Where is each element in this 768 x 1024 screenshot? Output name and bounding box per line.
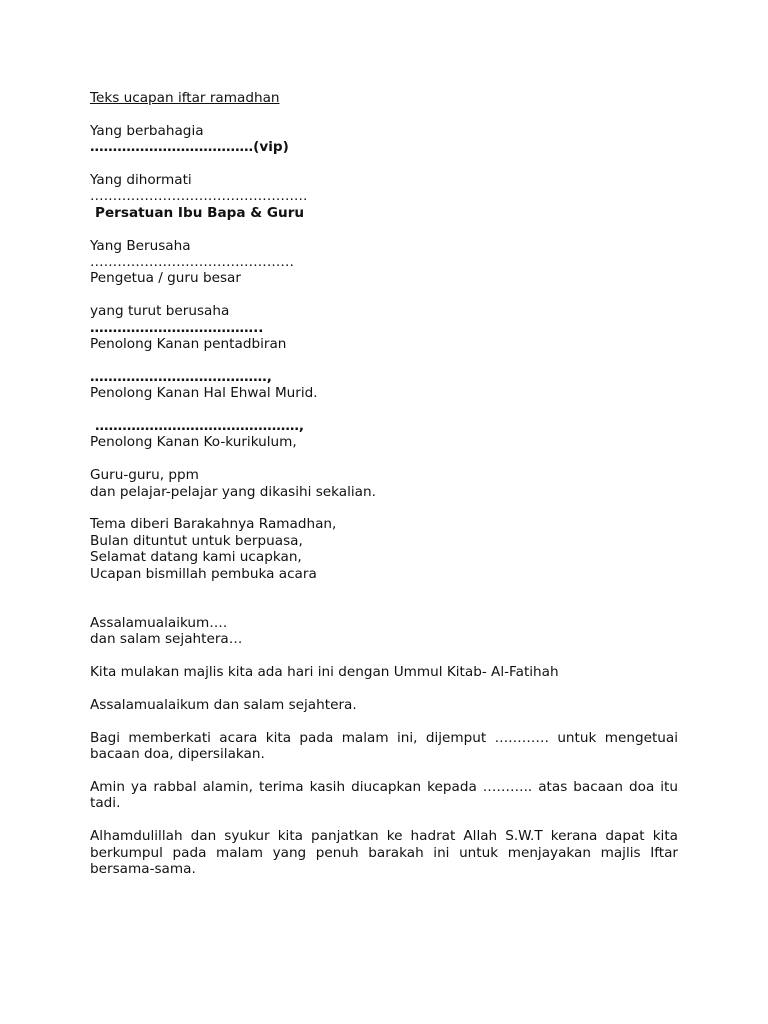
paragraph-terima-kasih: Amin ya rabbal alamin, terima kasih diucapkan kepada ……….. atas bacaan doa itu tadi. [90,779,678,812]
salutation-dots-berusaha: ……………………………………… [90,254,294,271]
salutation-value-pk-pentadbiran: Penolong Kanan pentadbiran [90,336,287,353]
document-page [90,90,678,877]
salutation-dots-kokurikulum: ………………………………………, [95,418,305,435]
pantun-line: Ucapan bismillah pembuka acara [90,565,317,582]
closing-salutation-line: Guru-guru, ppm [90,467,199,484]
salutation-label-vip: Yang berbahagia [90,122,204,139]
salutation-label-berusaha: Yang Berusaha [90,237,191,254]
paragraph-doa: Bagi memberkati acara kita pada malam ini, dijemput ………… untuk mengetuai bacaan doa, dipersilakan. [90,729,678,763]
salutation-value-pk-hem: Penolong Kanan Hal Ehwal Murid. [90,385,318,402]
document-title: Teks ucapan iftar ramadhan [90,90,280,106]
paragraph-alhamdulillah: Alhamdulillah dan syukur kita panjatkan ke hadrat Allah S.W.T kerana dapat kita berkumpul pada malam yang penuh barakah ini untuk menjayakan majlis Iftar bersama-sama. [90,828,678,878]
greeting-line: dan salam sejahtera… [90,631,243,648]
salutation-value-vip: ………………………………(vip) [90,139,289,156]
pantun-line: Bulan dituntut untuk berpuasa, [90,532,303,549]
pantun-line: Tema diberi Barakahnya Ramadhan, [90,516,337,533]
salutation-label-turut-berusaha: yang turut berusaha [90,303,230,320]
salutation-dots-turut-berusaha: ……………………………….. [90,319,264,336]
salutation-dots-hem: …………………………………, [90,368,272,385]
salutation-label-dihormati: Yang dihormati [90,172,192,188]
salutation-value-pengetua: Pengetua / guru besar [90,270,241,287]
pantun-line: Selamat datang kami ucapkan, [90,549,302,566]
paragraph-fatihah: Kita mulakan majlis kita ada hari ini dengan Ummul Kitab- Al-Fatihah [90,664,559,681]
paragraph-salam: Assalamualaikum dan salam sejahtera. [90,697,357,714]
closing-salutation-line: dan pelajar-pelajar yang dikasihi sekalian. [90,483,376,500]
greeting-line: Assalamualaikum…. [90,615,228,632]
salutation-value-pibg: Persatuan Ibu Bapa & Guru [95,204,305,221]
salutation-value-pk-kokurikulum: Penolong Kanan Ko-kurikulum, [90,434,297,451]
salutation-dots-dihormati: ………………………………………… [90,188,308,205]
